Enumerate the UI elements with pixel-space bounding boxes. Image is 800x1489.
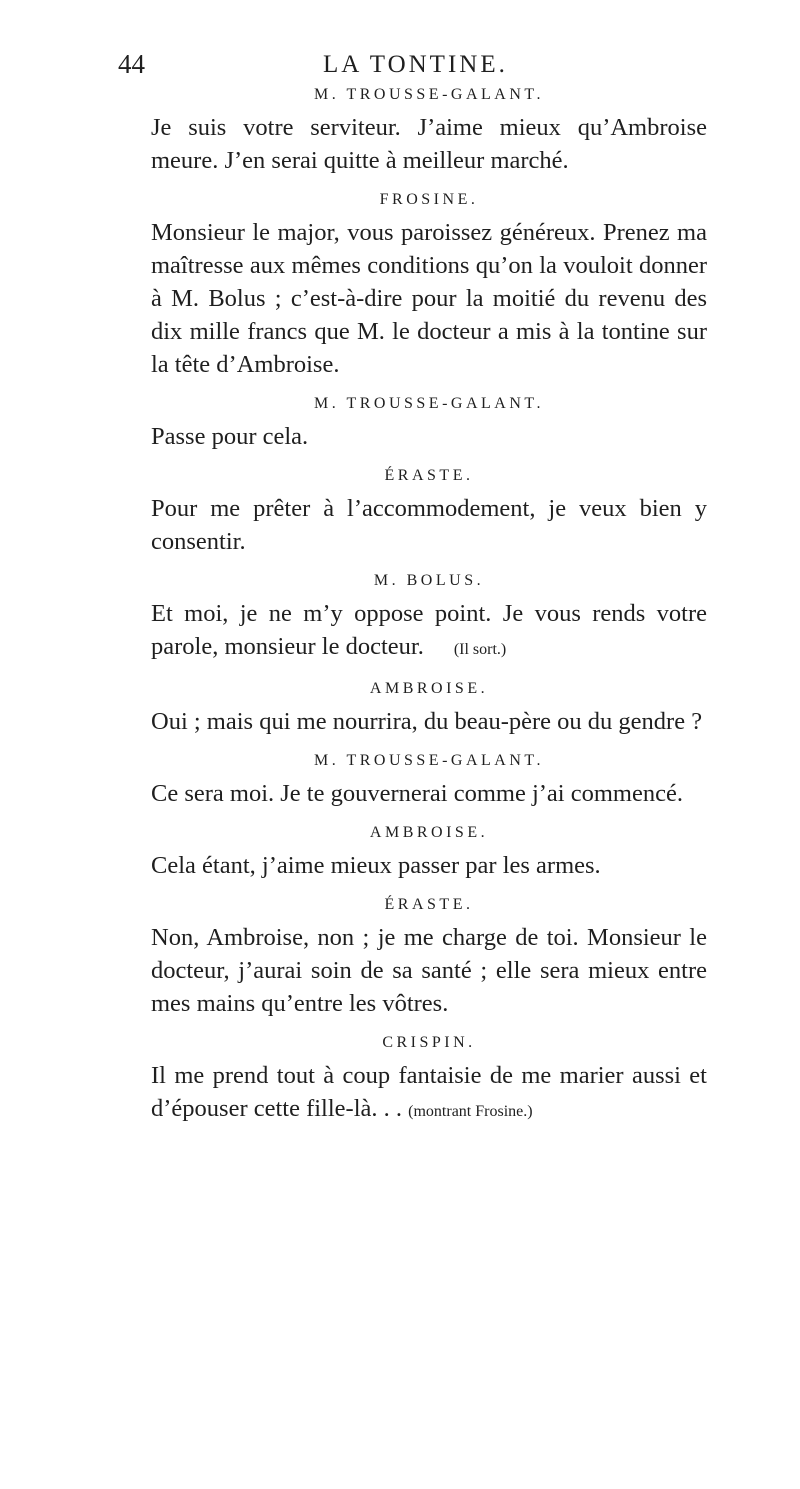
dialogue-block [151, 570, 707, 666]
speaker-name: M. TROUSSE-GALANT. [314, 395, 544, 412]
speaker-name: M. BOLUS. [373, 572, 485, 589]
speech-text: Monsieur le major, vous paroissez généreux. Prenez ma maîtresse aux mêmes conditions qu’on la vouloit donner à M. Bolus ; c’est-à-dire pour la moitié du revenu des dix mille francs que M. le docteur a mis à la tontine sur la tête d’Ambroise. [151, 219, 707, 378]
dialogue-block [151, 1032, 707, 1128]
speaker-name: FROSINE. [379, 191, 479, 208]
speaker-name: AMBROISE. [369, 680, 489, 697]
speech-paragraph [151, 597, 707, 666]
running-title: LA TONTINE. [323, 51, 508, 78]
stage-direction: (montrant Frosine.) [408, 1103, 533, 1120]
speech-text: Je suis votre serviteur. J’aime mieux qu’Ambroise meure. J’en serai quitte à meilleur marché. [151, 114, 707, 174]
speech-text: Et moi, je ne m’y oppose point. Je vous rends votre parole, monsieur le docteur. [151, 600, 707, 660]
speech-text: Ce sera moi. Je te gouvernerai comme j’ai commencé. [151, 780, 683, 807]
stage-direction: (Il sort.) [453, 641, 507, 658]
speech-text: Non, Ambroise, non ; je me charge de toi. Monsieur le docteur, j’aurai soin de sa santé ; elle sera mieux entre mes mains qu’entre les vôtres. [151, 924, 707, 1017]
dialogue-block [151, 822, 707, 882]
speech-paragraph [151, 1059, 707, 1128]
page-number: 44 [118, 49, 145, 79]
dialogue-block [151, 894, 707, 1020]
speaker-name: ÉRASTE. [384, 467, 474, 484]
dialogue-block [151, 750, 707, 810]
dialogue-block [151, 393, 707, 453]
dialogue-block [151, 189, 707, 381]
page-header [0, 49, 800, 89]
speaker-name: AMBROISE. [369, 824, 489, 841]
speaker-name: CRISPIN. [382, 1034, 476, 1051]
dialogue-block [151, 465, 707, 558]
speaker-name: ÉRASTE. [384, 896, 474, 913]
dialogue-block [151, 678, 707, 738]
speech-text: Passe pour cela. [151, 423, 309, 450]
speech-text: Oui ; mais qui me nourrira, du beau-père ou du gendre ? [151, 708, 703, 735]
speech-text: Pour me prêter à l’accommodement, je veux bien y consentir. [151, 495, 707, 555]
dialogue-block [151, 84, 707, 177]
speech-text: Il me prend tout à coup fantaisie de me marier aussi et d’épouser cette fille-là. . . [151, 1062, 707, 1122]
speech-text: Cela étant, j’aime mieux passer par les armes. [151, 852, 601, 879]
dialogue [151, 84, 707, 1140]
speaker-name: M. TROUSSE-GALANT. [314, 86, 544, 103]
speaker-name: M. TROUSSE-GALANT. [314, 752, 544, 769]
